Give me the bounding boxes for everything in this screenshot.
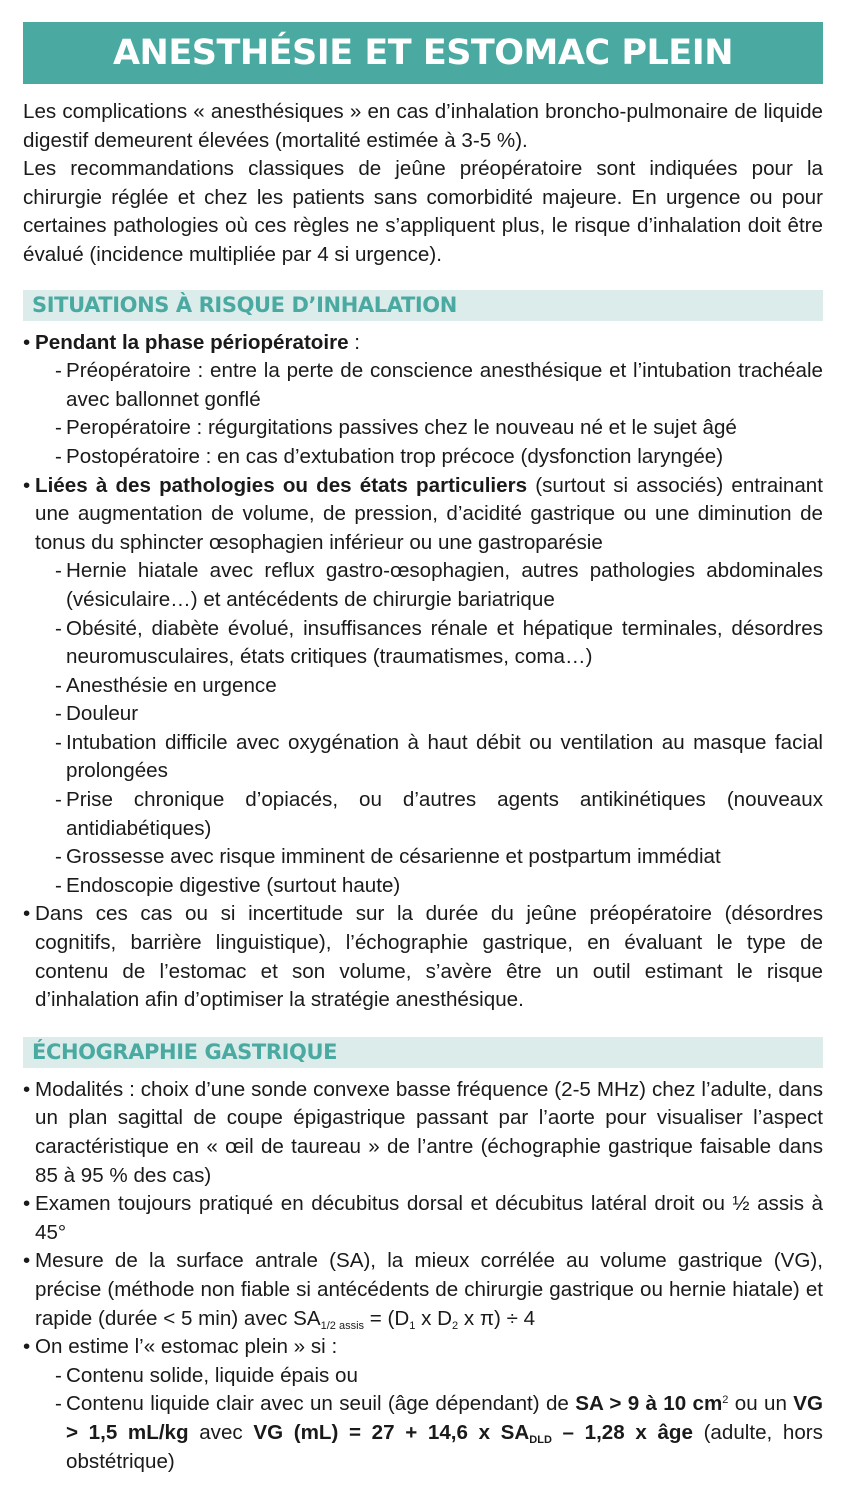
subscript: DLD [529, 1433, 552, 1446]
list-item: - Peropératoire : régurgitations passives chez le nouveau né et le sujet âgé [55, 414, 823, 443]
bullet-exam-position: • Examen toujours pratiqué en décubitus dorsal et décubitus latéral droit ou ½ assis à 45° [23, 1190, 823, 1247]
list-item: - Préopératoire : entre la perte de conscience anesthésique et l’intubation trachéale avec ballonnet gonflé [55, 357, 823, 414]
formula-text: x D [415, 1306, 452, 1330]
perioperative-sublist [35, 357, 823, 471]
section-heading-risk: SITUATIONS À RISQUE D’INHALATION [23, 290, 823, 321]
list-item: - Anesthésie en urgence [55, 672, 823, 701]
intro-paragraph-1: Les complications « anesthésiques » en cas d’inhalation broncho-pulmonaire de liquide digestif demeurent élevées (mortalité estimée à 3-5 %). [23, 100, 823, 152]
item-text: Contenu liquide clair avec un seuil (âge dépendant) de [66, 1392, 576, 1416]
subscript: 2 [451, 1319, 459, 1332]
list-item: - Intubation difficile avec oxygénation à haut débit ou ventilation au masque facial prolongées [55, 729, 823, 786]
bullet-bold-text: Liées à des pathologies ou des états particuliers [35, 473, 528, 497]
formula-bold: – 1,28 x âge [551, 1420, 693, 1444]
intro-paragraph-2: Les recommandations classiques de jeûne préopératoire sont indiquées pour la chirurgie réglée et chez les patients sans comorbidité majeure. En urgence ou pour certaines pathologies où ces règles ne s’appliquent plus, le risque d’inhalation doit être évalué (incidence multipliée par 4 si urgence). [23, 157, 823, 266]
echography-bullet-list [23, 1076, 823, 1476]
bullet-text: On estime l’« estomac plein » si : [35, 1335, 338, 1359]
document-page [23, 22, 823, 1476]
intro-block [23, 98, 823, 270]
bullet-text: Mesure de la surface antrale (SA), la mieux corrélée au volume gastrique (VG), précise (méthode non fiable si antécédents de chirurgie gastrique ou hernie hiatale) et rapide (durée < 5 min) avec SA [35, 1249, 823, 1330]
bullet-pathologies [23, 472, 823, 901]
superscript: 2 [722, 1394, 729, 1407]
bullet-echography-indication: • Dans ces cas ou si incertitude sur la durée du jeûne préopératoire (désordres cognitifs, barrière linguistique), l’échographie gastrique, en évaluant le type de contenu de l’estomac et son volume, s’avère être un outil estimant le risque d’inhalation afin d’optimiser la stratégie anesthésique. [23, 900, 823, 1014]
title-banner [23, 22, 823, 84]
formula-bold: VG (mL) = 27 + 14,6 x SA [253, 1420, 530, 1444]
section-heading-echography: ÉCHOGRAPHIE GASTRIQUE [23, 1037, 823, 1068]
bullet-antral-surface [23, 1247, 823, 1333]
list-item: - Hernie hiatale avec reflux gastro-œsophagien, autres pathologies abdominales (vésiculaire…) et antécédents de chirurgie bariatrique [55, 557, 823, 614]
bullet-modalities: • Modalités : choix d’une sonde convexe basse fréquence (2-5 MHz) chez l’adulte, dans un plan sagittal de coupe épigastrique passant par l’aorte pour visualiser l’aspect caractéristique en « œil de taureau » de l’antre (échographie gastrique faisable dans 85 à 95 % des cas) [23, 1076, 823, 1190]
item-text: avec [188, 1420, 254, 1444]
bullet-text: (surtout si associés) entrainant une augmentation de volume, de pression, d’acidité gastrique ou une diminution de tonus du sphincter œsophagien inférieur ou une gastroparésie [35, 473, 823, 554]
list-item [55, 1390, 823, 1476]
list-item: - Obésité, diabète évolué, insuffisances rénale et hépatique terminales, désordres neuromusculaires, états critiques (traumatismes, coma…) [55, 615, 823, 672]
bullet-text: : [348, 330, 361, 354]
page-title: ANESTHÉSIE ET ESTOMAC PLEIN [112, 32, 734, 73]
item-text: ou un [728, 1392, 794, 1416]
formula-text: x π) ÷ 4 [458, 1306, 536, 1330]
list-item: - Grossesse avec risque imminent de césarienne et postpartum immédiat [55, 843, 823, 872]
subscript: 1/2 assis [320, 1319, 365, 1332]
item-text: (adulte, hors obstétrique) [66, 1420, 823, 1473]
full-stomach-sublist [35, 1362, 823, 1476]
list-item: - Endoscopie digestive (surtout haute) [55, 872, 823, 901]
bullet-perioperative [23, 329, 823, 472]
list-item: - Postopératoire : en cas d’extubation trop précoce (dysfonction laryngée) [55, 443, 823, 472]
list-item: - Contenu solide, liquide épais ou [55, 1362, 823, 1391]
formula-text: = (D [364, 1306, 410, 1330]
bullet-bold-text: Pendant la phase périopératoire [35, 330, 349, 354]
list-item: - Douleur [55, 700, 823, 729]
threshold-bold: VG > 1,5 mL/kg [66, 1392, 823, 1444]
threshold-bold: SA > 9 à 10 cm [575, 1392, 723, 1416]
risk-bullet-list [23, 329, 823, 1015]
subscript: 1 [409, 1319, 416, 1332]
pathologies-sublist [35, 557, 823, 900]
bullet-full-stomach [23, 1333, 823, 1476]
list-item: - Prise chronique d’opiacés, ou d’autres agents antikinétiques (nouveaux antidiabétiques) [55, 786, 823, 843]
